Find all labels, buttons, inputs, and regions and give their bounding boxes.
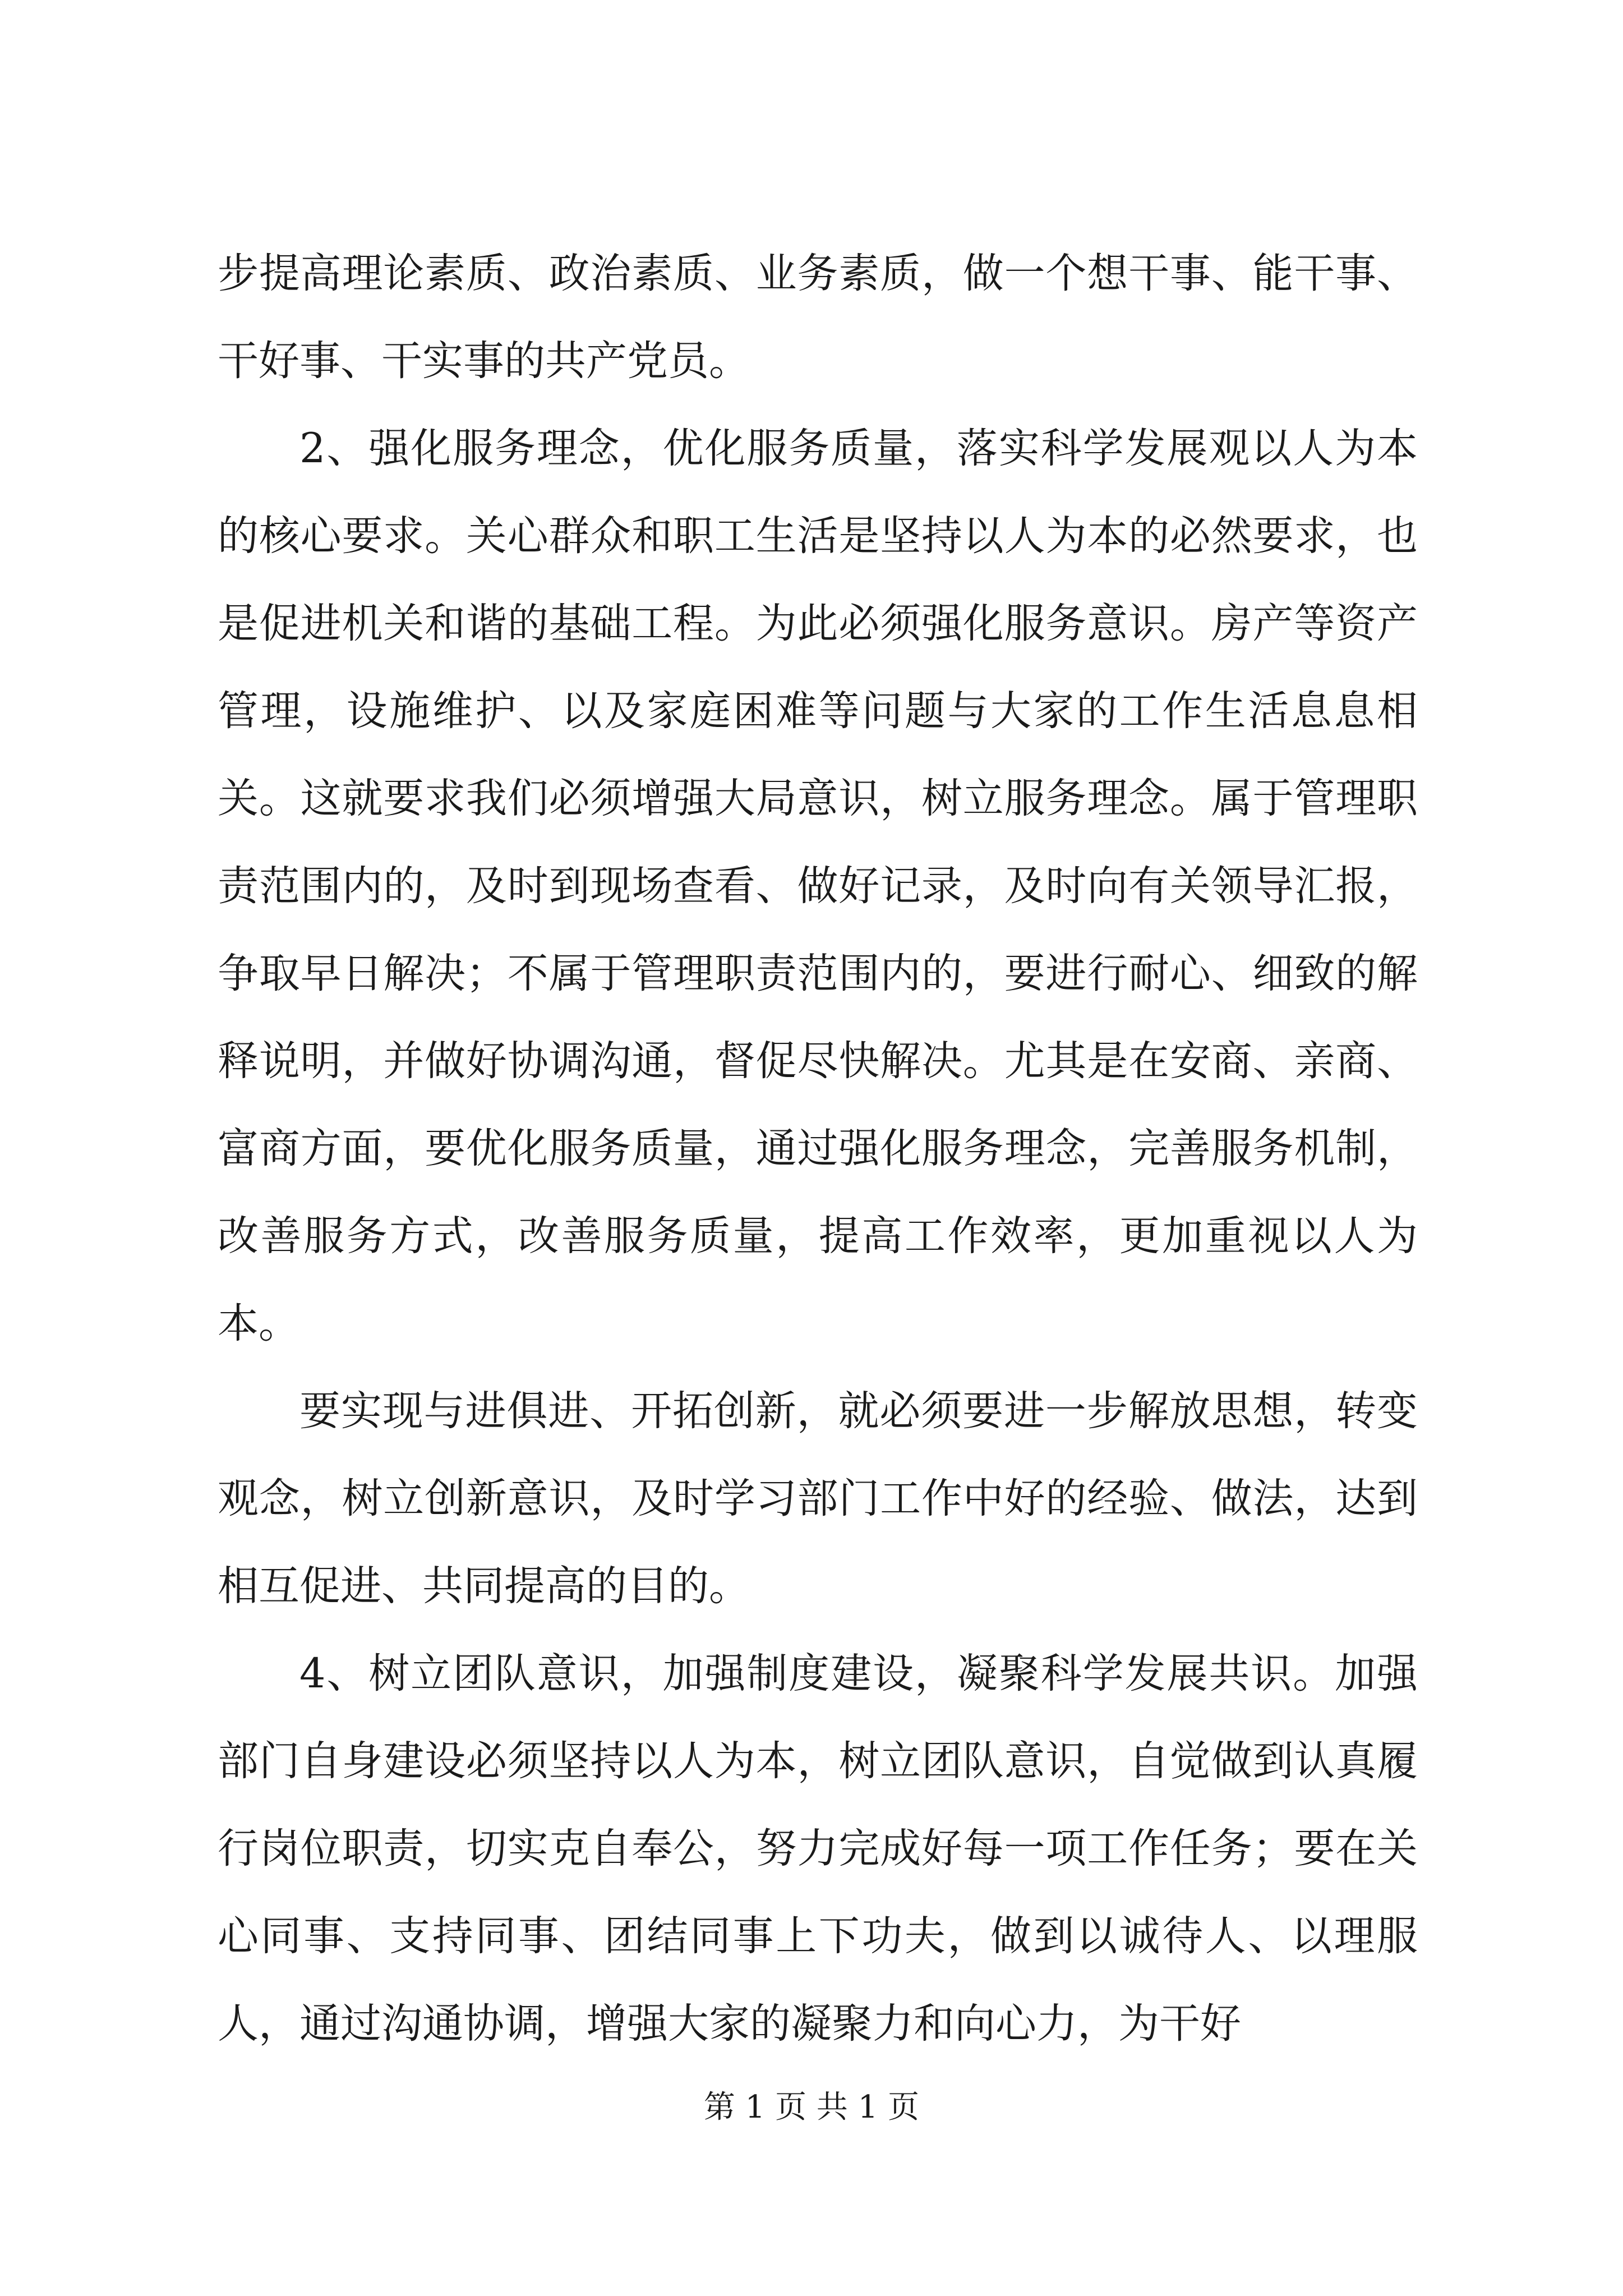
paragraph-team-awareness: 4、树立团队意识，加强制度建设，凝聚科学发展共识。加强部门自身建设必须坚持以人为本，树立团队意识，自觉做到认真履行岗位职责，切实克自奉公，努力完成好每一项工作任务；要在关心同事、支持同事、团结同事上下功夫，做到以诚待人、以理服人，通过沟通协调，增强大家的凝聚力和向心力，为干好 [218, 1650, 1418, 2047]
document-body [218, 230, 1418, 2068]
paragraph-continuation: 步提高理论素质、政治素质、业务素质，做一个想干事、能干事、干好事、干实事的共产党员。 [218, 250, 1418, 385]
paragraph-service-concept: 2、强化服务理念，优化服务质量，落实科学发展观以人为本的核心要求。关心群众和职工生活是坚持以人为本的必然要求，也是促进机关和谐的基础工程。为此必须强化服务意识。房产等资产管理，设施维护、以及家庭困难等问题与大家的工作生活息息相关。这就要求我们必须增强大局意识，树立服务理念。属于管理职责范围内的，及时到现场查看、做好记录，及时向有关领导汇报，争取早日解决；不属于管理职责范围内的，要进行耐心、细致的解释说明，并做好协调沟通，督促尽快解决。尤其是在安商、亲商、富商方面，要优化服务质量，通过强化服务理念，完善服务机制，改善服务方式，改善服务质量，提高工作效率，更加重视以人为本。 [218, 425, 1418, 1347]
paragraph-innovation: 要实现与进俱进、开拓创新，就必须要进一步解放思想，转变观念，树立创新意识，及时学习部门工作中好的经验、做法，达到相互促进、共同提高的目的。 [218, 1387, 1418, 1610]
page-footer: 第 1 页 共 1 页 [703, 2089, 920, 2125]
